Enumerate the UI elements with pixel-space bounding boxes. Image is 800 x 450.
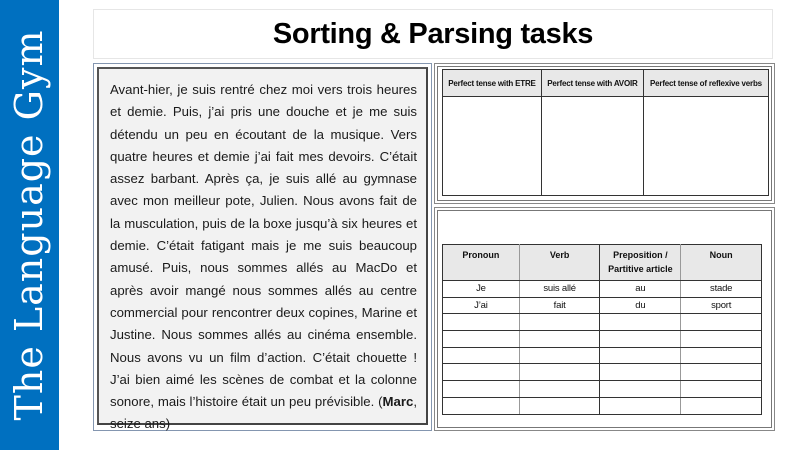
pronoun-cell[interactable]	[443, 364, 520, 381]
verb-cell[interactable]: fait	[519, 297, 600, 314]
preposition-cell[interactable]	[600, 314, 681, 331]
header-verb: Verb	[519, 245, 600, 281]
noun-cell[interactable]	[681, 314, 762, 331]
verb-cell[interactable]	[519, 314, 600, 331]
table-row	[443, 347, 762, 364]
brand-logo-text: The Language Gym	[7, 29, 51, 421]
preposition-cell[interactable]	[600, 381, 681, 398]
sorting-table-header	[443, 70, 769, 97]
header-etre: Perfect tense with ETRE	[443, 70, 542, 97]
preposition-cell[interactable]: au	[600, 281, 681, 298]
passage-body: Avant-hier, je suis rentré chez moi vers trois heures et demie. Puis, j’ai pris une douche et je me suis détendu un peu en écoutant de la musique. Vers quatre heures et demie j’ai fait mes devoirs. C’était assez barbant. Après ça, je suis allé au gymnase avec mon meilleur pote, Julien. Nous avons fait de la musculation, puis de la boxe jusqu’à six heures et demie. C’était fatigant mais je me suis beaucoup amusé. Puis, nous sommes allés au MacDo et après avoir mangé nous sommes allés au centre commercial pour rencontrer deux copines, Marine et Justine. Nous sommes allés au cinéma ensemble. Nous avons vu un film d’action. C’était chouette ! J’ai bien aimé les scènes de combat et la colonne sonore, mais l’histoire était un peu prévisible.	[110, 82, 417, 410]
noun-cell[interactable]	[681, 381, 762, 398]
verb-cell[interactable]	[519, 381, 600, 398]
preposition-cell[interactable]	[600, 397, 681, 414]
noun-cell[interactable]	[681, 331, 762, 348]
table-row	[443, 397, 762, 414]
verb-cell[interactable]	[519, 331, 600, 348]
pronoun-cell[interactable]: Je	[443, 281, 520, 298]
preposition-cell[interactable]: du	[600, 297, 681, 314]
title-box	[93, 9, 773, 59]
reading-passage	[97, 67, 428, 432]
table-row	[443, 381, 762, 398]
pronoun-cell[interactable]	[443, 347, 520, 364]
header-noun: Noun	[681, 245, 762, 281]
table-row	[443, 314, 762, 331]
preposition-cell[interactable]	[600, 331, 681, 348]
pronoun-cell[interactable]	[443, 381, 520, 398]
table-row	[443, 331, 762, 348]
avoir-cell[interactable]	[541, 97, 643, 196]
verb-cell[interactable]	[519, 397, 600, 414]
sorting-task-box	[434, 63, 775, 204]
noun-cell[interactable]	[681, 397, 762, 414]
parsing-task-box	[434, 207, 775, 431]
header-avoir: Perfect tense with AVOIR	[541, 70, 643, 97]
verb-cell[interactable]	[519, 364, 600, 381]
passage-signature: (Marc, seize ans)	[110, 394, 417, 432]
preposition-cell[interactable]	[600, 347, 681, 364]
page-title: Sorting & Parsing tasks	[272, 17, 594, 50]
table-row	[443, 281, 762, 298]
reading-passage-box	[93, 63, 432, 431]
brand-sidebar	[0, 0, 59, 450]
etre-cell[interactable]	[443, 97, 542, 196]
reflexive-cell[interactable]	[643, 97, 768, 196]
pronoun-cell[interactable]: J’ai	[443, 297, 520, 314]
parsing-table-header	[443, 245, 762, 281]
verb-cell[interactable]	[519, 347, 600, 364]
header-pronoun: Pronoun	[443, 245, 520, 281]
noun-cell[interactable]: sport	[681, 297, 762, 314]
sorting-table-body	[443, 97, 769, 196]
signature-name: Marc	[382, 394, 414, 410]
noun-cell[interactable]	[681, 364, 762, 381]
pronoun-cell[interactable]	[443, 397, 520, 414]
sorting-table	[442, 69, 769, 196]
noun-cell[interactable]: stade	[681, 281, 762, 298]
table-row	[443, 364, 762, 381]
pronoun-cell[interactable]	[443, 331, 520, 348]
preposition-cell[interactable]	[600, 364, 681, 381]
passage-text	[110, 79, 417, 436]
header-reflexive: Perfect tense of reflexive verbs	[643, 70, 768, 97]
parsing-table	[442, 244, 762, 415]
pronoun-cell[interactable]	[443, 314, 520, 331]
header-preposition: Preposition / Partitive article	[600, 245, 681, 281]
table-row	[443, 297, 762, 314]
noun-cell[interactable]	[681, 347, 762, 364]
verb-cell[interactable]: suis allé	[519, 281, 600, 298]
